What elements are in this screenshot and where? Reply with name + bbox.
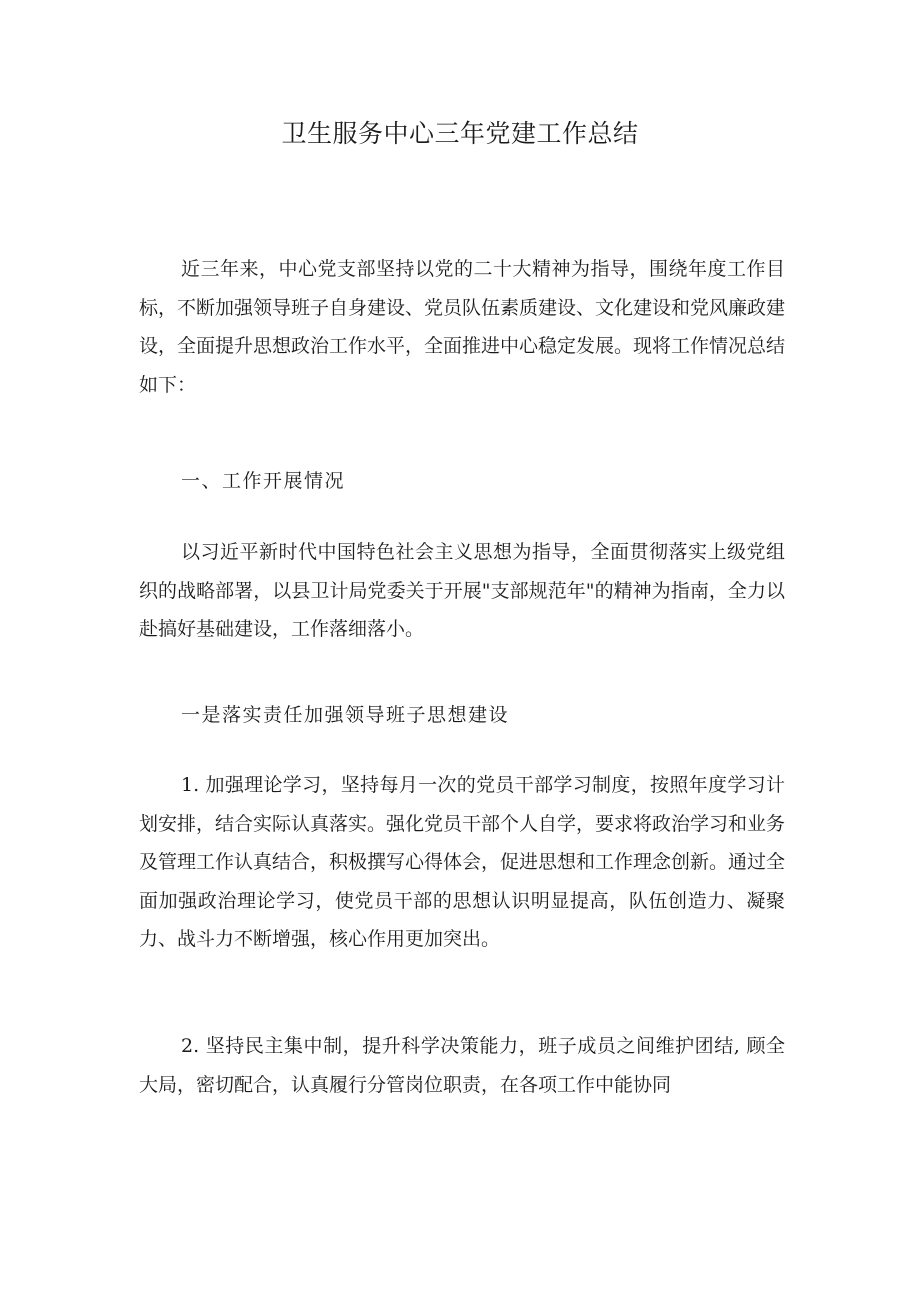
numbered-paragraph-1: 1. 加强理论学习，坚持每月一次的党员干部学习制度，按照年度学习计划安排，结合实际认真落实。强化党员干部个人自学，要求将政治学习和业务及管理工作认真结合，积极撰写心得体会，促进思想和工作理念创新。通过全面加强政治理论学习，使党员干部的思想认识明显提高，队伍创造力、凝聚力、战斗力不断增强，核心作用更加突出。: [139, 774, 786, 950]
numbered-paragraph-2: 2. 坚持民主集中制，提升科学决策能力，班子成员之间维护团结, 顾全大局，密切配合，认真履行分管岗位职责，在各项工作中能协同: [139, 1035, 785, 1096]
section-heading: 一、工作开展情况: [181, 470, 346, 492]
document-title: 卫生服务中心三年党建工作总结: [281, 119, 639, 148]
subsection-heading: 一是落实责任加强领导班子思想建设: [181, 704, 510, 726]
section-body-paragraph: 以习近平新时代中国特色社会主义思想为指导，全面贯彻落实上级党组织的战略部署，以县卫计局党委关于开展"支部规范年"的精神为指南，全力以赴搞好基础建设，工作落细落小。: [139, 541, 785, 640]
intro-paragraph: 近三年来，中心党支部坚持以党的二十大精神为指导，围绕年度工作目标，不断加强领导班子自身建设、党员队伍素质建设、文化建设和党风廉政建设，全面提升思想政治工作水平，全面推进中心稳定发展。现将工作情况总结如下：: [139, 258, 786, 396]
